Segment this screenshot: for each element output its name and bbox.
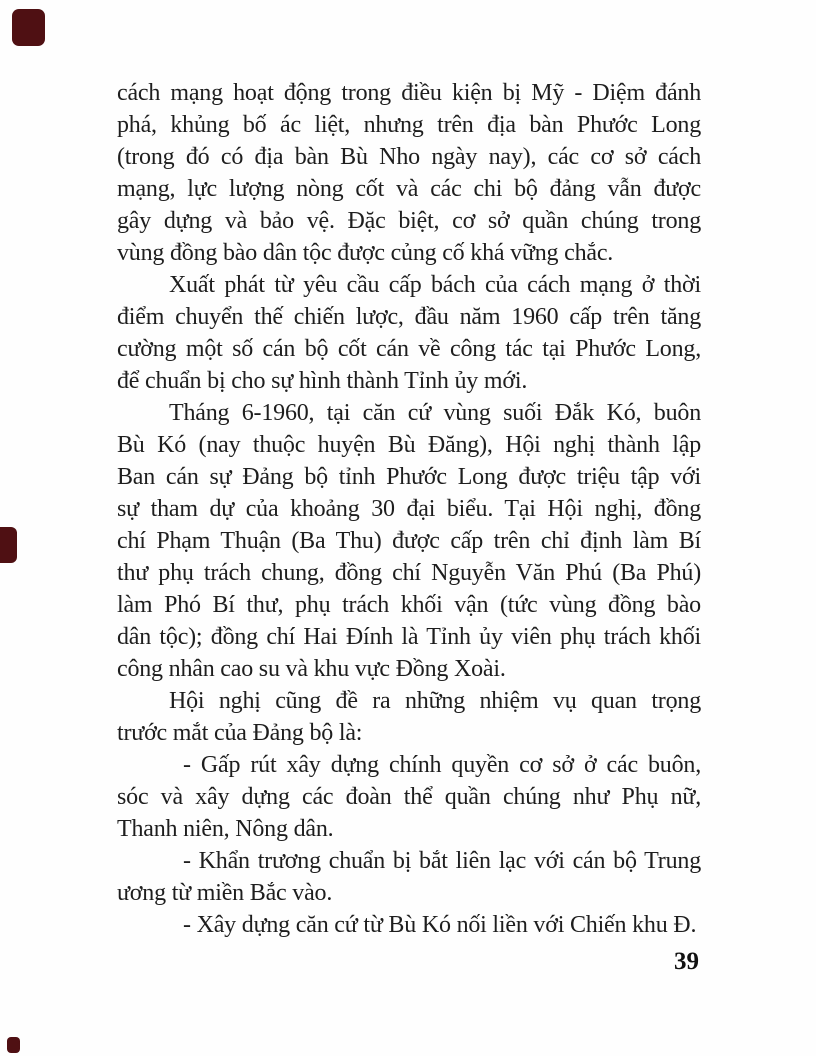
- text-line: - Gấp rút xây dựng chính quyền cơ sở ở các buôn,: [183, 752, 701, 778]
- text-line: sự tham dự của khoảng 30 đại biểu. Tại Hội nghị, đồng: [117, 496, 701, 522]
- text-line: (trong đó có địa bàn Bù Nho ngày nay), các cơ sở cách: [117, 144, 701, 170]
- paragraph: [117, 685, 701, 749]
- paragraph: [117, 749, 701, 845]
- text-block: [117, 77, 701, 941]
- text-line: ương từ miền Bắc vào.: [117, 880, 333, 906]
- text-line: sóc và xây dựng các đoàn thể quần chúng như Phụ nữ,: [117, 784, 701, 810]
- text-line: cường một số cán bộ cốt cán về công tác tại Phước Long,: [117, 336, 701, 362]
- page-number: 39: [674, 948, 699, 975]
- paragraph: [117, 397, 701, 685]
- paragraph: [117, 909, 701, 941]
- text-line: chí Phạm Thuận (Ba Thu) được cấp trên chỉ định làm Bí: [117, 528, 701, 554]
- text-line: trước mắt của Đảng bộ là:: [117, 720, 363, 746]
- text-line: cách mạng hoạt động trong điều kiện bị Mỹ - Diệm đánh: [117, 80, 701, 106]
- text-line: phá, khủng bố ác liệt, nhưng trên địa bàn Phước Long: [117, 112, 701, 138]
- paragraph: [117, 845, 701, 909]
- text-line: Hội nghị cũng đề ra những nhiệm vụ quan trọng: [169, 688, 701, 714]
- paragraph: [117, 77, 701, 269]
- text-line: gây dựng và bảo vệ. Đặc biệt, cơ sở quần chúng trong: [117, 208, 701, 234]
- scan-mark-top-left: [12, 9, 45, 46]
- text-line: Ban cán sự Đảng bộ tỉnh Phước Long được triệu tập với: [117, 464, 701, 490]
- text-line: - Khẩn trương chuẩn bị bắt liên lạc với cán bộ Trung: [183, 848, 701, 874]
- text-line: làm Phó Bí thư, phụ trách khối vận (tức vùng đồng bào: [117, 592, 701, 618]
- text-line: thư phụ trách chung, đồng chí Nguyễn Văn Phú (Ba Phú): [117, 560, 701, 586]
- text-line: công nhân cao su và khu vực Đồng Xoài.: [117, 656, 506, 682]
- text-line: để chuẩn bị cho sự hình thành Tỉnh ủy mới.: [117, 368, 528, 394]
- text-line: - Xây dựng căn cứ từ Bù Kó nối liền với Chiến khu Đ.: [183, 912, 697, 938]
- text-line: dân tộc); đồng chí Hai Đính là Tỉnh ủy viên phụ trách khối: [117, 624, 701, 650]
- text-line: Thanh niên, Nông dân.: [117, 816, 334, 842]
- text-line: điểm chuyển thế chiến lược, đầu năm 1960 cấp trên tăng: [117, 304, 701, 330]
- scan-mark-left-edge: [0, 527, 17, 563]
- text-line: Tháng 6-1960, tại căn cứ vùng suối Đắk Kó, buôn: [169, 400, 701, 426]
- text-line: vùng đồng bào dân tộc được củng cố khá vững chắc.: [117, 240, 614, 266]
- paragraph: [117, 269, 701, 397]
- text-line: Bù Kó (nay thuộc huyện Bù Đăng), Hội nghị thành lập: [117, 432, 701, 458]
- scan-mark-bottom-left: [7, 1037, 20, 1053]
- text-line: Xuất phát từ yêu cầu cấp bách của cách mạng ở thời: [169, 272, 701, 298]
- text-line: mạng, lực lượng nòng cốt và các chi bộ đảng vẫn được: [117, 176, 701, 202]
